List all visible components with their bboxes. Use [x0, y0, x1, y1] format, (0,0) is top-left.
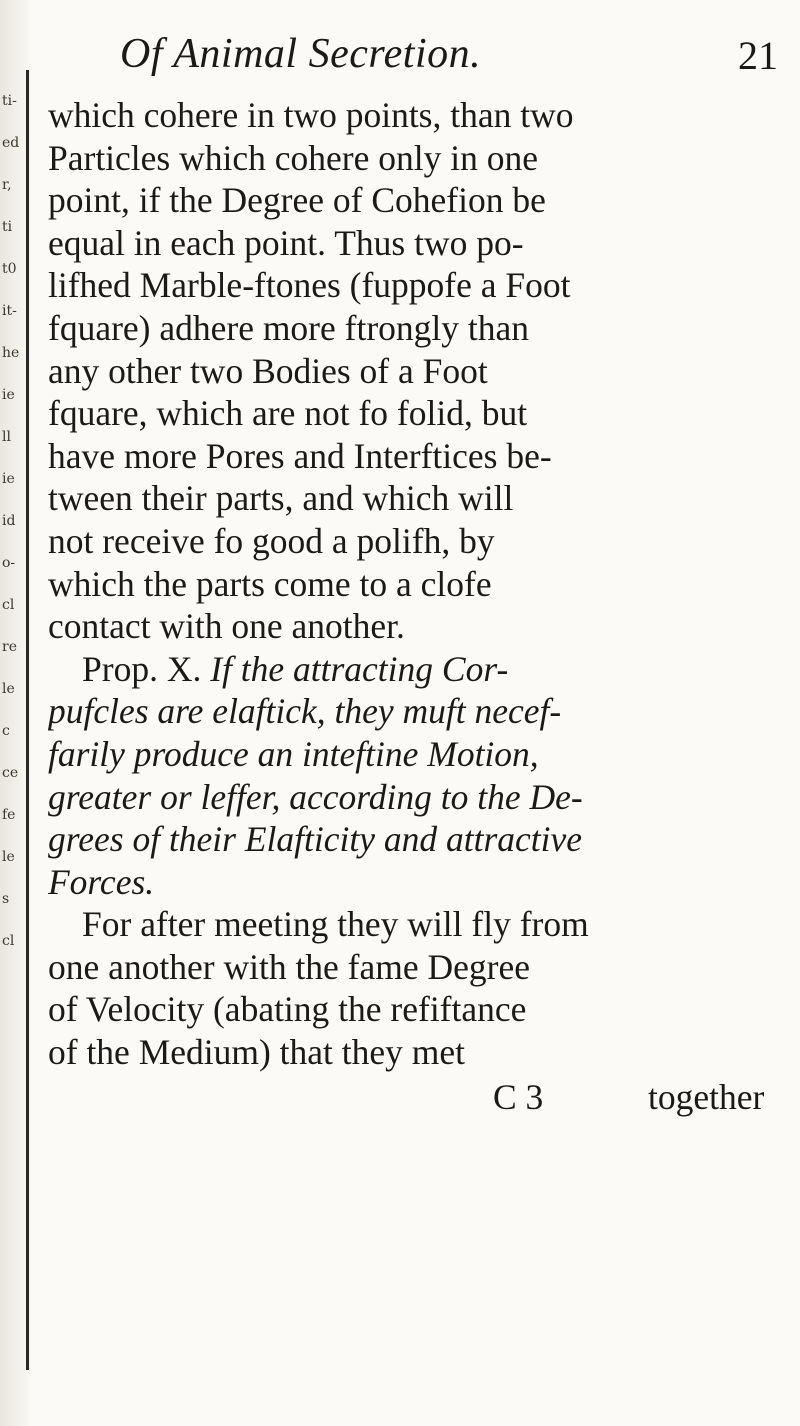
body-line: equal in each point. Thus two po- [48, 222, 524, 263]
proposition-line: grees of their Elafticity and attractive [48, 819, 583, 860]
gutter-fragment: ll [2, 429, 11, 445]
gutter-fragment: t0 [2, 261, 17, 277]
body-line: which cohere in two points, than two [48, 95, 574, 135]
gutter-fragment: r, [2, 177, 12, 193]
body-line: Particles which cohere only in one [48, 137, 538, 178]
proposition-text: If the attracting Cor- [210, 648, 509, 689]
gutter-fragment: cl [2, 933, 15, 949]
gutter-fragment: cl [2, 597, 15, 613]
body-line: one another with the fame Degree [48, 946, 530, 987]
signature-mark: C 3 [493, 1077, 544, 1117]
body-line: have more Pores and Interftices be- [48, 435, 552, 476]
body-line: not receive fo good a polifh, by [48, 520, 495, 561]
page-footer [48, 1076, 780, 1120]
gutter-fragment: ti [2, 219, 13, 235]
gutter-fragment: ie [2, 387, 15, 403]
catchword: together [648, 1077, 765, 1117]
body-line: tween their parts, and which will [48, 478, 514, 519]
body-line: of the Medium) that they met [48, 1032, 466, 1073]
proposition-line: farily produce an inteftine Motion, [48, 733, 539, 774]
body-line: any other two Bodies of a Foot [48, 350, 488, 391]
proposition-label: Prop. X. [82, 648, 202, 689]
body-line: fquare, which are not fo folid, but [48, 393, 528, 434]
proposition-line: pufcles are elaftick, they muft necef- [48, 691, 562, 732]
gutter-fragment: s [2, 891, 10, 907]
gutter-fragment: ed [2, 135, 20, 151]
proposition-first-line [48, 648, 780, 691]
body-line: fquare) adhere more ftrongly than [48, 307, 530, 348]
running-title: Of Animal Secretion. [120, 31, 482, 77]
body-line: of Velocity (abating the refiftance [48, 989, 527, 1030]
gutter-fragment: le [2, 681, 15, 697]
gutter-fragment: fe [2, 807, 16, 823]
gutter-fragment: re [2, 639, 17, 655]
gutter-fragment: it- [2, 303, 17, 319]
gutter-fragment: o- [2, 555, 16, 571]
gutter-fragment: ti- [2, 93, 17, 109]
body-line: which the parts come to a clofe [48, 563, 492, 604]
page-body [48, 94, 780, 1074]
gutter-fragment: le [2, 849, 15, 865]
page-number: 21 [738, 33, 778, 78]
page-header [0, 30, 800, 90]
body-line: point, if the Degree of Cohefion be [48, 180, 546, 221]
proposition-line: greater or leffer, according to the De- [48, 776, 583, 817]
gutter-fragment: ce [2, 765, 19, 781]
body-line: lifhed Marble-ftones (fuppofe a Foot [48, 265, 571, 306]
body-line: contact with one another. [48, 606, 405, 647]
gutter-fragment: he [2, 345, 20, 361]
gutter-bleed-through [2, 80, 28, 962]
proposition-line: Forces. [48, 861, 155, 902]
gutter-fragment: c [2, 723, 10, 739]
gutter-fragment: ie [2, 471, 15, 487]
body-line: For after meeting they will fly from [82, 904, 589, 945]
gutter-fragment: id [2, 513, 16, 529]
